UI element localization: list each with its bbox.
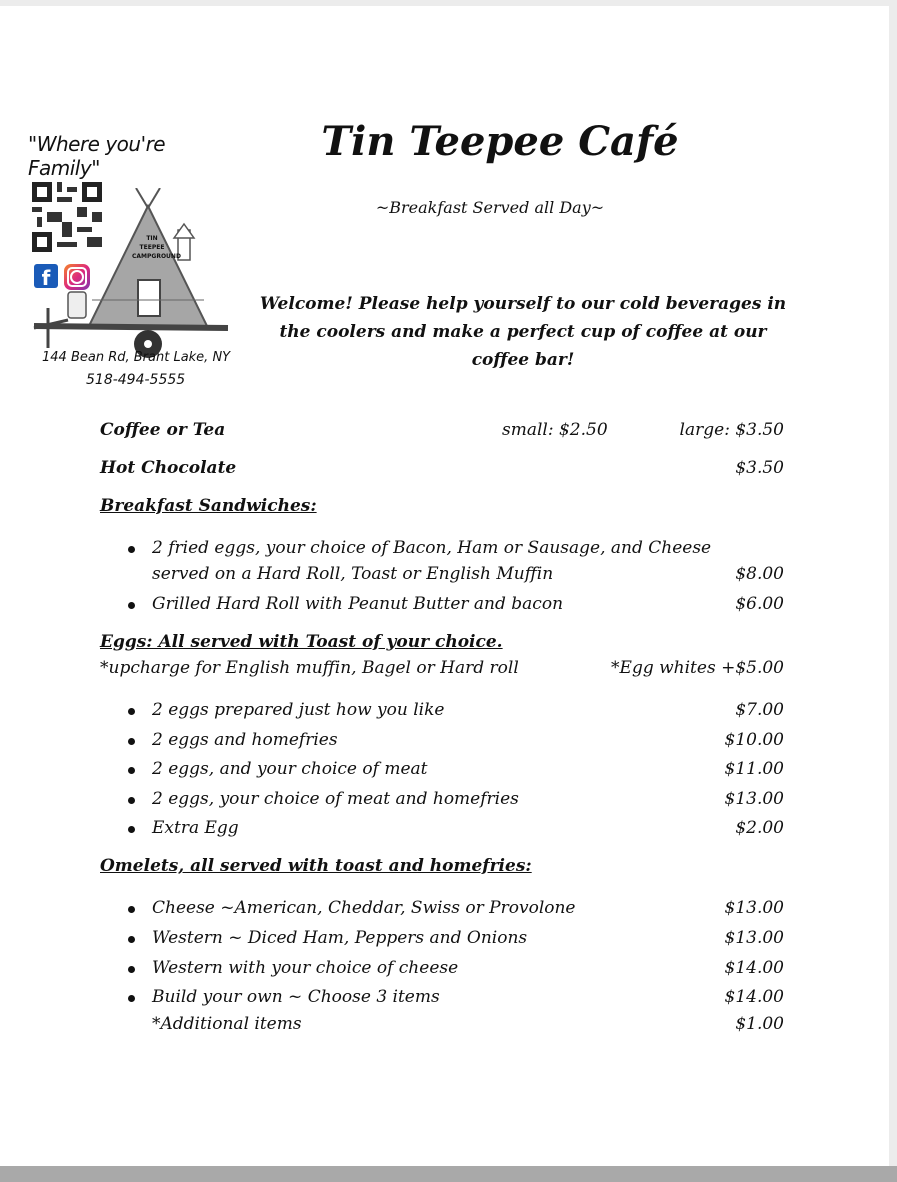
window-edge bbox=[889, 0, 897, 1166]
logo-address: 144 Bean Rd, Brant Lake, NY bbox=[42, 350, 231, 365]
price-large: large: $3.50 bbox=[679, 420, 784, 440]
logo-tagline: "Where you're Family" bbox=[28, 132, 166, 180]
menu-item-hot-chocolate: Hot Chocolate $3.50 bbox=[100, 458, 784, 478]
bullet bbox=[128, 906, 135, 913]
bullet bbox=[128, 966, 135, 973]
teepee-trailer-icon bbox=[28, 188, 233, 363]
menu-item-coffee: Coffee or Tea small: $2.50 large: $3.50 bbox=[100, 420, 784, 440]
bullet bbox=[128, 995, 135, 1002]
sign-text: TIN TEEPEE CAMPGROUND bbox=[132, 235, 181, 260]
price-small: small: $2.50 bbox=[502, 420, 608, 440]
menu-page: "Where you're Family" f 144 Bean Rd, Brant Lake, NY 518-494-5555 TIN TEEPEE CAMPGROUND Tin Teepee Café ~Breakfast Served all Day~ Welcome! Please help yourself to our cold beverages in the coolers and make a perfect cup of coffee at our coffee bar! Coffee or Tea small: $2.50 large: $3.50 Hot Chocolate $3.50 Breakfast Sandwiches: 2 fried eggs, your choice of Bacon, Ham or Sausage, and Cheese served on a Hard Roll, Toast or English Muffin $8.00 Grilled Hard Roll with Peanut Butter and bacon $6.00 Eggs: All served with Toast of your choice. *upcharge for English muffin, Bagel or Hard roll *Egg whites +$5.00 2 eggs prepared just how you like $7.00 2 eggs and homefries $10.00 2 eggs, and your choice of meat $11.00 2 eggs, your choice of meat and homefries $13.00 Extra Egg $2.00 Omelets, all served with toast and homefries: Cheese ~American, Cheddar, Swiss or Provolone $13.00 Western ~ Diced Ham, Peppers and Onions $13.00 Western with your choice of cheese $14.00 Build your own ~ Choose 3 items $14.00 *Additional items $1.00 bbox=[0, 6, 889, 1166]
page-title: Tin Teepee Café bbox=[321, 118, 679, 165]
section-heading-eggs: Eggs: All served with Toast of your choice. bbox=[100, 632, 503, 652]
bullet bbox=[128, 738, 135, 745]
welcome-message: Welcome! Please help yourself to our cold beverages in the coolers and make a perfect cup of coffee at our coffee bar! bbox=[259, 294, 787, 370]
campground-logo bbox=[20, 110, 242, 394]
bullet bbox=[128, 708, 135, 715]
logo-phone: 518-494-5555 bbox=[86, 372, 186, 388]
additional-items-row: *Additional items $1.00 bbox=[152, 1014, 784, 1034]
bullet bbox=[128, 546, 135, 553]
bullet bbox=[128, 936, 135, 943]
facebook-icon[interactable]: f bbox=[34, 264, 58, 288]
eggs-note: *upcharge for English muffin, Bagel or Hard roll *Egg whites +$5.00 bbox=[100, 658, 784, 678]
subtitle: ~Breakfast Served all Day~ bbox=[375, 198, 605, 217]
section-heading-sandwiches: Breakfast Sandwiches: bbox=[100, 496, 317, 516]
bullet bbox=[128, 602, 135, 609]
bullet bbox=[128, 767, 135, 774]
bullet bbox=[128, 797, 135, 804]
bottom-bar bbox=[0, 1166, 897, 1182]
section-heading-omelets: Omelets, all served with toast and homefries: bbox=[100, 856, 532, 876]
bullet bbox=[128, 826, 135, 833]
